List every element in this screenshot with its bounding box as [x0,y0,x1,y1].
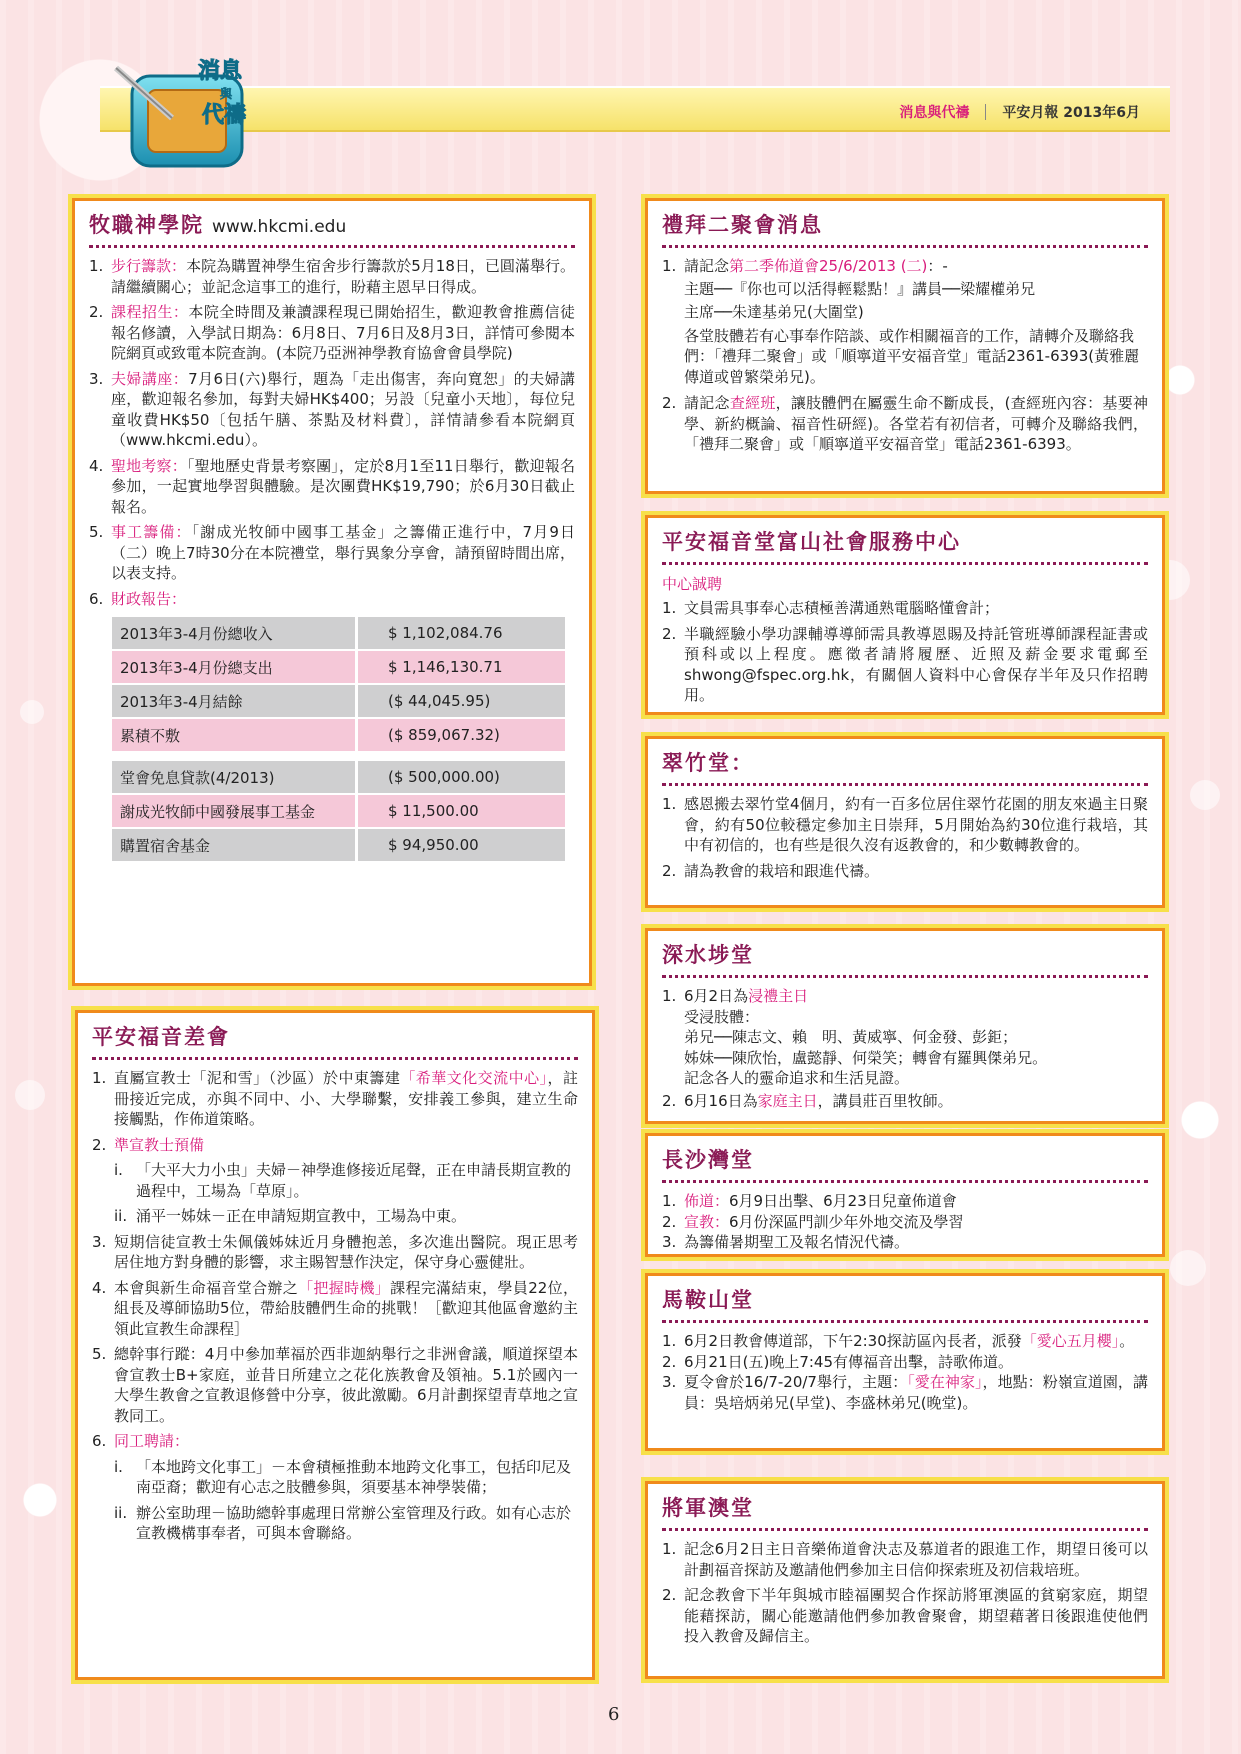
item-number: 5. [92,1345,107,1363]
item-text: 7月6日(六)舉行，題為「走出傷害，奔向寬恕」的夫婦講座，歡迎報名參加，每對夫婦HK$400；另設〔兒童小天地〕，每位兒童收費HK$50〔包括午膳、茶點及材料費〕，詳情請參看本院網頁（www.hkcmi.edu）。 [111,369,575,449]
article-tuesday-meeting [645,198,1165,494]
item-highlight: 聖地考察： [111,456,187,475]
item-line: 各堂肢體若有心事奉作陪談、或作相關福音的工作，請轉介及聯絡我們：「禮拜二聚會」或「順寧道平安福音堂」電話2361-6393(黃雅麗傳道或曾繁榮弟兄)。 [684,326,1140,386]
item-text: 課程完滿結束，學員22位，組長及導師協助5位，帶給肢體們生命的挑戰！［歡迎其他區會邀約主領此宣教生命課程］ [114,1278,578,1338]
item-text: 6月16日為 [684,1091,758,1110]
item-text: 為籌備暑期聖工及報名情況代禱。 [684,1233,910,1251]
item-text: ，講員莊百里牧師。 [817,1091,953,1110]
sub-number: i. [114,1161,123,1179]
item-text: 半職經驗小學功課輔導導師需具教導恩賜及持託管班導師課程証書或預科或以上程度。應徵者請將履歷、近照及薪金要求電郵至shwong@fspec.org.hk，有關個人資料中心會保存半年及只作招聘用。 [684,624,1148,704]
logo-text-2: 與 [219,87,233,101]
table-cell: 累積不敷 [112,719,355,751]
list-item [89,256,575,297]
decorative-dot [1170,1250,1206,1286]
list-item [662,1212,1148,1233]
item-highlight: 「愛心五月櫻」 [1021,1332,1120,1350]
item-line: 弟兄──陳志文、賴 明、黃威寧、何金發、彭鉅； [684,1028,1018,1046]
list-item [662,393,1148,455]
logo-text-1: 消息 [197,59,243,84]
table-cell: 堂會免息貸款(4/2013) [112,761,355,793]
item-number: 3. [662,1373,677,1391]
item-highlight: 浸禮主日 [748,987,809,1005]
section-logo [112,48,262,172]
list-item [662,624,1148,706]
table-row [112,719,565,751]
item-number: 2. [662,1586,677,1604]
sub-number: i. [114,1457,123,1476]
sub-text: 涌平一姊妹－正在申請短期宣教中，工場為中東。 [136,1207,467,1225]
article-title: 長沙灣堂 [662,1144,1148,1183]
list-item [92,1068,578,1130]
sub-text: 「大平大力小虫」夫婦－神學進修接近尾聲，正在申請長期宣教的過程中，工場為「草原」。 [136,1161,572,1200]
item-number: 2. [662,1212,677,1231]
item-line: 受浸肢體： [684,1007,760,1026]
item-text: ：- [927,257,948,275]
item-highlight: 佈道： [684,1192,730,1210]
item-number: 1. [662,795,677,813]
article-title: 將軍澳堂 [662,1492,1148,1531]
item-number: 1. [89,257,104,275]
item-text: 本院為購置神學生宿舍步行籌款於5月18日，已圓滿舉行。請繼續關心；並記念這事工的進行，盼藉主恩早日得成。 [111,257,575,296]
item-text: 記念教會下半年與城市睦福團契合作探訪將軍澳區的貧窮家庭，期望能藉探訪，關心能邀請他們參加教會聚會，期望藉著日後跟進使他們投入教會及歸信主。 [684,1586,1148,1645]
article-social-service [645,515,1165,715]
item-number: 1. [92,1069,107,1087]
article-title [89,209,575,248]
item-number: 1. [662,987,677,1005]
table-row [112,761,565,793]
item-highlight: 宣教： [684,1212,730,1231]
sub-text: 辦公室助理－協助總幹事處理日常辦公室管理及行政。如有心志於宣教機構事奉者，可與本會聯絡。 [136,1503,572,1542]
list-item [662,1232,1148,1253]
list-item [662,794,1148,856]
header-separator [985,104,986,120]
page-number: 6 [608,1704,620,1725]
item-number: 2. [89,303,104,321]
list-item [92,1232,578,1273]
article-mission [75,1010,595,1680]
sub-item [114,1160,578,1201]
sub-text: 「本地跨文化事工」－本會積極推動本地跨文化事工，包括印尼及南亞裔；歡迎有心志之肢體參與，須要基本神學裝備； [136,1457,572,1496]
decorative-dot [1190,780,1220,810]
item-line: 主席──朱達基弟兄(大圍堂) [684,303,864,321]
sub-item [114,1206,578,1227]
table-cell: ($ 44,045.95) [358,685,565,717]
table-gap [112,753,565,759]
table-row [112,651,565,683]
table-row [112,795,565,827]
item-highlight: 「希華文化交流中心」 [400,1069,548,1087]
item-highlight: 準宣教士預備 [114,1135,205,1154]
item-text: 本院全時間及兼讀課程現已開始招生，歡迎教會推薦信徒報名修讀，入學試日期為：6月8日、7月6日及8月3日，詳情可參閱本院網頁或致電本院查詢。(本院乃亞洲神學教育協會會員學院) [111,303,575,362]
article-cheung-sha-wan [645,1133,1165,1257]
item-text: ，地點：粉嶺宣道園，講員：吳培炳弟兄(早堂)、李盛林弟兄(晚堂)。 [684,1373,1148,1412]
list-item [89,589,575,610]
list-item [662,861,1148,882]
item-text: 6月2日教會傳道部，下午2:30探訪區內長者，派發 [684,1332,1022,1350]
sub-item [114,1457,578,1498]
table-cell: 2013年3-4月份總支出 [112,651,355,683]
item-number: 1. [662,1540,677,1558]
item-text: 「聖地歷史背景考察團」，定於8月1至11日舉行，歡迎報名參加，一起實地學習與體驗。是次團費HK$19,790；於6月30日截止報名。 [111,456,575,516]
item-number: 3. [92,1232,107,1251]
list-item [662,1585,1148,1647]
finance-table [109,615,568,863]
item-highlight: 步行籌款： [111,257,187,275]
table-cell: 2013年3-4月份總收入 [112,617,355,649]
item-text: 直屬宣教士「泥和雪」（沙區）於中東籌建 [114,1069,401,1087]
item-text: 總幹事行蹤：4月中參加華福於西非迦納舉行之非洲會議，順道探望本會宣教士B+家庭，並昔日所建立之花化族教會及領袖。5.1於國內一大學生教會之宣教退修營中分享，彼此激勵。6月計劃探望青草地之宣教同工。 [114,1345,578,1425]
section-name: 消息與代禱 [899,105,970,121]
recruit-label: 中心誠聘 [662,575,723,593]
table-cell: ($ 500,000.00) [358,761,565,793]
list-item [89,522,575,584]
item-number: 6. [92,1432,107,1450]
item-text: 文員需具事奉心志積極善溝通熟電腦略懂會計； [684,599,1000,617]
item-highlight: 「愛在神家」 [907,1373,983,1391]
article-title: 馬鞍山堂 [662,1284,1148,1323]
list-item [89,302,575,364]
item-number: 2. [662,624,677,643]
item-text: 6月份深區門訓少年外地交流及學習 [729,1212,964,1231]
article-ma-on-shan [645,1273,1165,1451]
list-item [662,1352,1148,1373]
item-number: 3. [662,1233,677,1251]
table-cell: $ 1,102,084.76 [358,617,565,649]
article-hkcmi [72,198,592,986]
item-number: 2. [662,1091,677,1110]
seminary-url: www.hkcmi.edu [212,217,347,237]
item-line: 主題──『你也可以活得輕鬆點！』講員──梁耀權弟兄 [684,279,1036,298]
article-tseung-kwan-o [645,1481,1165,1679]
item-text: 「謝成光牧師中國事工基金」之籌備正進行中，7月9日（二）晚上7時30分在本院禮堂，舉行異象分享會，請預留時間出席，以表支持。 [111,523,575,582]
sub-number: ii. [114,1503,128,1522]
item-text: 短期信徒宣教士朱佩儀姊妹近月身體抱恙，多次進出醫院。現正思考居住地方對身體的影響，求主賜智慧作決定，保守身心靈健壯。 [114,1232,578,1271]
table-row [112,685,565,717]
list-item [662,1372,1148,1413]
item-highlight: 財政報告： [111,589,187,608]
item-highlight: 「把握時機」 [298,1278,391,1297]
list-item [92,1344,578,1426]
list-item [662,1191,1148,1212]
table-row [112,829,565,861]
list-item [92,1278,578,1340]
issue-label: 平安月報 2013年6月 [1002,105,1140,121]
item-text: 6月2日為 [684,987,749,1005]
item-highlight: 課程招生： [111,303,189,321]
item-text: 本會與新生命福音堂合辦之 [114,1278,299,1297]
list-item [92,1135,578,1156]
item-highlight: 家庭主日 [757,1091,818,1110]
list-item [89,456,575,518]
item-line: 姊妹──陳欣怡，盧懿靜、何榮笑；轉會有羅興傑弟兄。 [684,1048,1048,1067]
item-number: 2. [662,1352,677,1371]
item-text: 感恩搬去翠竹堂4個月，約有一百多位居住翠竹花園的朋友來過主日聚會，約有50位較穩定參加主日崇拜，5月開始為約30位進行栽培，其中有初信的，也有些是很久沒有返教會的，和少數轉教會的。 [684,795,1148,854]
item-text: 。 [1119,1332,1135,1350]
item-line: 記念各人的靈命追求和生活見證。 [684,1069,910,1087]
item-number: 2. [662,394,677,412]
item-number: 1. [662,1332,677,1350]
list-item [92,1431,578,1452]
item-text: 請記念 [684,394,730,412]
item-number: 3. [89,369,104,388]
table-cell: 謝成光牧師中國發展事工基金 [112,795,355,827]
item-number: 1. [662,599,677,617]
list-item [662,598,1148,619]
decorative-dot [15,1080,45,1110]
sub-item [114,1503,578,1544]
item-highlight: 查經班 [729,394,776,412]
list-item [662,1539,1148,1580]
list-item [662,986,1148,1007]
item-text: ，讓肢體們在屬靈生命不斷成長，(查經班內容：基要神學、新約概論、福音性研經)。各堂若有初信者，可轉介及聯絡我們，「禮拜二聚會」或「順寧道平安福音堂」電話2361-6393。 [684,394,1148,453]
article-title-text: 牧職神學院 [89,212,204,237]
table-cell: $ 11,500.00 [358,795,565,827]
item-highlight: 夫婦講座： [111,369,189,388]
item-number: 4. [89,456,104,475]
item-text: 6月9日出擊、6月23日兒童佈道會 [729,1192,957,1210]
article-title: 深水埗堂 [662,939,1148,978]
table-cell: ($ 859,067.32) [358,719,565,751]
item-text: 夏令會於16/7-20/7舉行，主題： [684,1373,908,1391]
item-text: 6月21日(五)晚上7:45有傳福音出擊，詩歌佈道。 [684,1352,1014,1371]
article-title: 禮拜二聚會消息 [662,209,1148,248]
item-number: 2. [92,1135,107,1154]
item-number: 6. [89,589,104,608]
article-sham-shui-po [645,928,1165,1124]
sub-number: ii. [114,1207,128,1225]
item-number: 1. [662,1192,677,1210]
item-text: ，註冊接近完成，亦與不同中、小、大學聯繫，安排義工參與，建立生命接觸點，作佈道策略。 [114,1069,578,1128]
item-highlight: 同工聘請： [114,1432,190,1450]
item-text: 請為教會的栽培和跟進代禱。 [684,861,880,880]
list-item [662,256,1148,277]
logo-text-3: 代禱 [201,103,247,128]
table-row [112,617,565,649]
item-number: 5. [89,523,104,541]
item-highlight: 第二季佈道會25/6/2013 (二) [729,257,928,275]
table-cell: 購置宿舍基金 [112,829,355,861]
item-highlight: 事工籌備： [111,523,192,541]
list-item [662,1331,1148,1352]
article-title: 翠竹堂： [662,747,1148,786]
article-title: 平安福音差會 [92,1021,578,1060]
table-cell: $ 94,950.00 [358,829,565,861]
decorative-dot [20,700,44,724]
item-number: 1. [662,257,677,275]
article-tsui-chuk [645,736,1165,908]
item-text: 請記念 [684,257,730,275]
item-number: 2. [662,861,677,880]
list-item [662,1091,1148,1112]
table-cell: $ 1,146,130.71 [358,651,565,683]
item-text: 記念6月2日主日音樂佈道會決志及慕道者的跟進工作，期望日後可以計劃福音探訪及邀請他們參加主日信仰探索班及初信栽培班。 [684,1540,1148,1579]
table-cell: 2013年3-4月結餘 [112,685,355,717]
list-item [89,369,575,451]
item-number: 4. [92,1278,107,1297]
article-title: 平安福音堂富山社會服務中心 [662,526,1148,565]
